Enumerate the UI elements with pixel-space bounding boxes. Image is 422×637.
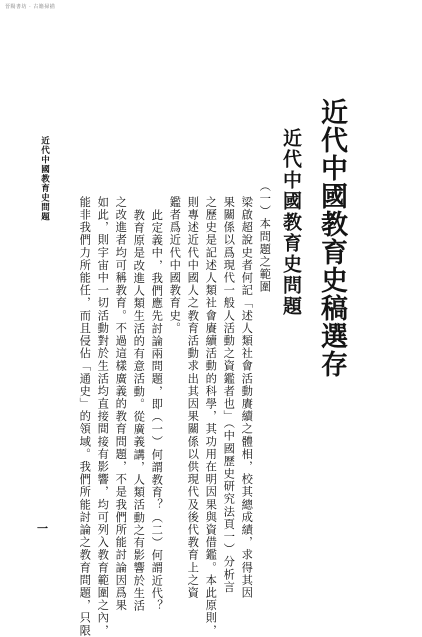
book-title: 近代中國教育史稿選存 [316,98,347,378]
body-line: 果關係以爲現代一般人活動之資鑑者也」（中國歷史研究法頁一）分析言 [222,196,236,594]
chapter-title: 近代中國教育史問題 [280,128,302,317]
body-line: 此定義中，我們應先討論兩問題，即（一）何謂教育？（二）何謂近代？ [150,209,164,613]
body-line: 教育原是改進人類生活的有意活動。從廣義講，人類活動之有影響於生活 [132,209,146,613]
body-line: 之改進者均可稱教育。不過這樣廣義的教育問題，不是我們所能討論因爲果 [114,196,128,612]
page-number: 一 [37,522,48,535]
body-line: 之歷史是記述人類社會賡續活動的科學，其功用在明因果與資借鑑。本此原則， [204,196,218,637]
body-line: 能非我們力所能任，而且侵佔「通史」的領域。我們所能討論之教育問題，只限 [78,196,92,637]
section-heading: （一）本問題之範圍 [258,180,272,294]
body-line: 梁啟超說史者何記「述人類社會活動賡續之體相，校其總成績，求得其因 [240,196,254,600]
body-line: 則專述近代中國人之教育活動求出其因果關係以供現代及後代教育上之資 [186,196,200,600]
body-line: 如此，則宇宙中一切活動對於生活均直接間接有影響，均可列入教育範圍之內， [96,196,110,637]
running-head: 近代中國教育史問題 [39,136,50,222]
body-line: 鑑者爲近代中國教育史。 [168,196,182,335]
scan-watermark: 晉陽書坊 · 古籍掃描 [5,4,56,10]
